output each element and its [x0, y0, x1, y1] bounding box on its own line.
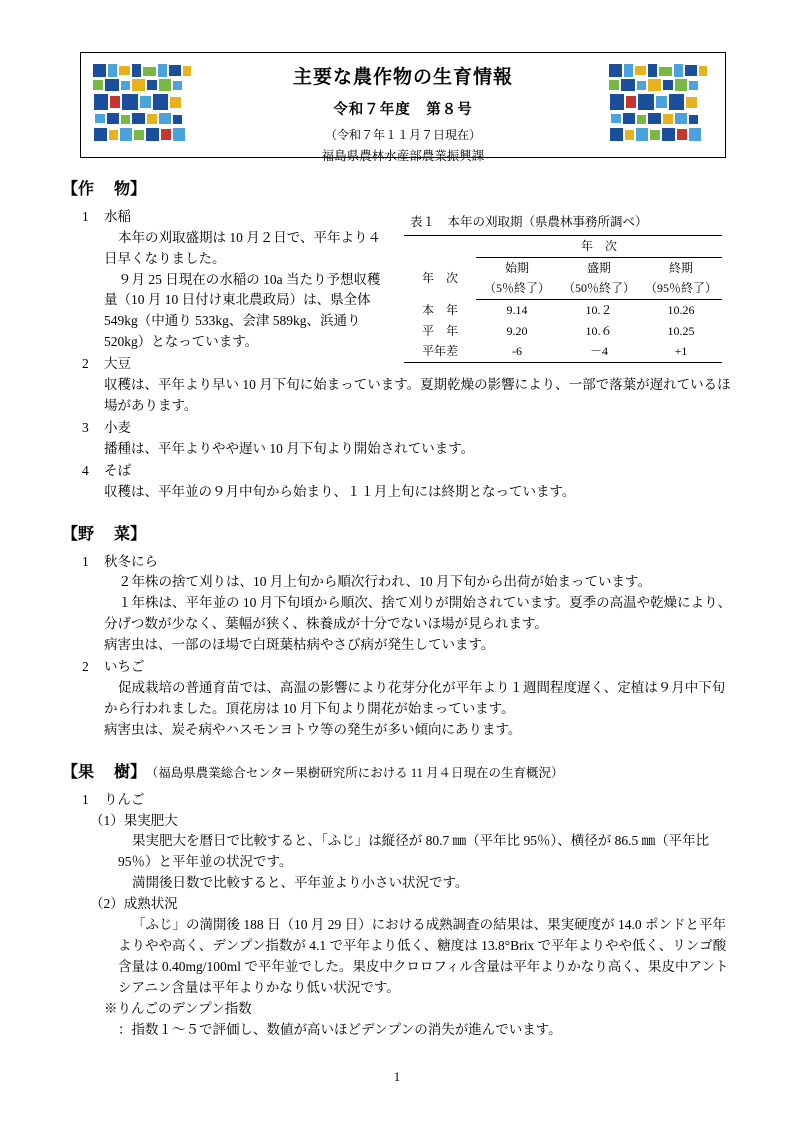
vegetable-paragraph: 促成栽培の普通育苗では、高温の影響により花芽分化が平年より１週間程度遅く、定植は９月中下旬から行われました。頂花房は 10 月下旬より開花が始まっています。: [104, 680, 726, 716]
subitem-label: 成熟状況: [123, 896, 178, 912]
table-caption: 表１ 本年の刈取期（県農林事務所調べ）: [410, 214, 648, 229]
crop-item-title: [82, 207, 392, 228]
item-label: 水稲: [104, 208, 131, 224]
item-number: 2: [82, 356, 89, 372]
fruit-note-title: ※りんごのデンプン指数: [104, 1000, 252, 1016]
fruit-subitem-title-maturity: [90, 894, 732, 915]
table-cell: +1: [640, 341, 722, 362]
item-label: 小麦: [104, 420, 131, 436]
fruit-paragraph: 満開後日数で比較すると、平年並より小さい状況です。: [132, 875, 469, 891]
crops-top-block: [62, 207, 732, 359]
harvest-table: [404, 235, 722, 363]
table-cell: 10.26: [667, 302, 695, 317]
crop-item-title: [82, 418, 732, 439]
table-col3-header: 終期: [668, 260, 693, 275]
fruit-item-title: [82, 790, 732, 811]
item-label: そば: [104, 462, 131, 478]
crop-item-soybean: [62, 354, 732, 417]
fruit-subitem-title-fruit-growth: [90, 811, 732, 832]
table-col2-subheader: （50％終了）: [558, 278, 640, 299]
fruit-item-apple: [62, 790, 732, 1041]
item-number: 1: [82, 791, 89, 807]
item-label: 秋冬にら: [104, 553, 158, 569]
table-row: [404, 321, 722, 342]
crop-paragraph: 収穫は、平年並の９月中旬から始まり、１１月上旬には終期となっています。: [104, 483, 576, 499]
crop-paragraph: 本年の刈取盛期は 10 月２日で、平年より４日早くなりました。: [104, 229, 381, 266]
table-col3-subheader: （95％終了）: [640, 278, 722, 299]
fruit-paragraph: 果実肥大を暦日で比較すると、「ふじ」は縦径が 80.7 ㎜（平年比 95％）、横径が 86.5 ㎜（平年比 95％）と平年並の状況です。: [118, 833, 710, 870]
vegetable-item-title: [82, 552, 732, 573]
crop-paragraph: ９月 25 日現在の水稲の 10a 当たり予想収穫量（10 月 10 日付け東北農政局）は、県全体 549kg（中通り 533kg、会津 589kg、浜通り 520kg）となっています。: [104, 271, 381, 350]
section-heading-fruit-label: 【果 樹】: [62, 763, 147, 781]
item-label: いちご: [104, 659, 145, 675]
table-row-label: 本 年: [421, 302, 458, 317]
table-col2-header: 盛期: [586, 260, 611, 275]
section-heading-fruit: [62, 761, 732, 786]
table-col0-header: 年 次: [421, 271, 458, 286]
vegetable-item-strawberry: [62, 657, 732, 741]
table-cell: -6: [476, 341, 558, 362]
fukushima-pride-logo-right: [607, 62, 715, 146]
subitem-number: （1）: [90, 812, 124, 828]
item-number: 3: [82, 420, 89, 436]
issue-number: 令和７年度 第８号: [333, 102, 473, 119]
fruit-note-body: ：指数１～５で評価し、数値が高いほどデンプンの消失が進んでいます。: [118, 1021, 562, 1037]
table-cell: 10.２: [585, 302, 613, 317]
vegetable-item-title: [82, 657, 732, 678]
vegetable-paragraph: 病害虫は、炭そ病やハスモンヨトウ等の発生が多い傾向にあります。: [104, 721, 522, 737]
page-number: 1: [393, 1069, 401, 1084]
vegetable-paragraph: 病害虫は、一部のほ場で白斑葉枯病やさび病が発生しています。: [104, 637, 495, 653]
as-of-date: （令和７年１１月７日現在）: [324, 127, 481, 142]
table-row: [404, 341, 722, 362]
crop-item-title: [82, 461, 732, 482]
table-col1-subheader: （5％終了）: [476, 278, 558, 299]
table-group-header: 年 次: [476, 236, 722, 258]
item-number: 1: [82, 553, 89, 569]
vegetable-paragraph: １年株は、平年並の 10 月下旬頃から順次、捨て刈りが開始されています。夏季の高温や乾燥により、分げつ数が少なく、葉幅が狭く、株養成が十分でないほ場が見られます。: [104, 595, 732, 632]
crop-item-rice: [62, 207, 392, 353]
crop-paragraph: 播種は、平年よりやや遅い 10 月下旬より開始されています。: [104, 440, 475, 456]
table-cell: 9.20: [506, 323, 528, 338]
item-label: 大豆: [104, 356, 131, 372]
item-number: 1: [82, 208, 89, 224]
table-cell: 9.14: [506, 302, 528, 317]
document-header: [80, 52, 726, 163]
subitem-number: （2）: [90, 896, 124, 912]
issuing-organization: 福島県農林水産部農業振興課: [321, 148, 485, 163]
table-col1-header: 始期: [504, 260, 529, 275]
table-row-label: 平 年: [421, 323, 458, 338]
table-cell: 10.６: [585, 323, 613, 338]
item-number: 2: [82, 659, 89, 675]
table-row-label: 平年差: [404, 341, 476, 362]
vegetable-paragraph: ２年株の捨て刈りは、10 月上旬から順次行われ、10 月下旬から出荷が始まっています。: [118, 574, 651, 590]
document-content: [62, 52, 732, 1041]
fruit-paragraph: 「ふじ」の満開後 188 日（10 月 29 日）における成熟調査の結果は、果実硬度が 14.0 ポンドと平年よりやや高く、デンプン指数が 4.1 で平年より低く、糖度は 13.8°Brix で平年よりやや低く、リンゴ酸含量は 0.40mg/100ml で平年並でした。果皮中クロロフィル含量は平年よりかなり高く、果皮中アントシアニン含量は平年よりかなり低い状況です。: [118, 917, 729, 995]
section-heading-vegetables: 【野 菜】: [62, 525, 147, 543]
section-heading-fruit-annotation: （福島県農業総合センター果樹研究所における 11 月４日現在の生育概況）: [152, 765, 564, 780]
item-label: りんご: [104, 791, 145, 807]
table-cell: 10.25: [667, 323, 695, 338]
crop-paragraph: 収穫は、平年より早い 10 月下旬に始まっています。夏期乾燥の影響により、一部で落葉が遅れているほ場があります。: [104, 377, 731, 414]
table-row: [404, 299, 722, 320]
crop-item-wheat: [62, 418, 732, 460]
subitem-label: 果実肥大: [123, 812, 178, 828]
table-cell: －4: [558, 341, 640, 362]
vegetable-item-nira: [62, 552, 732, 657]
item-number: 4: [82, 462, 89, 478]
section-heading-crops: 【作 物】: [62, 181, 147, 198]
crop-item-buckwheat: [62, 461, 732, 503]
harvest-table-block: [404, 213, 734, 363]
fukushima-pride-logo-left: [91, 62, 199, 146]
document-title: 主要な農作物の生育情報: [292, 67, 513, 88]
